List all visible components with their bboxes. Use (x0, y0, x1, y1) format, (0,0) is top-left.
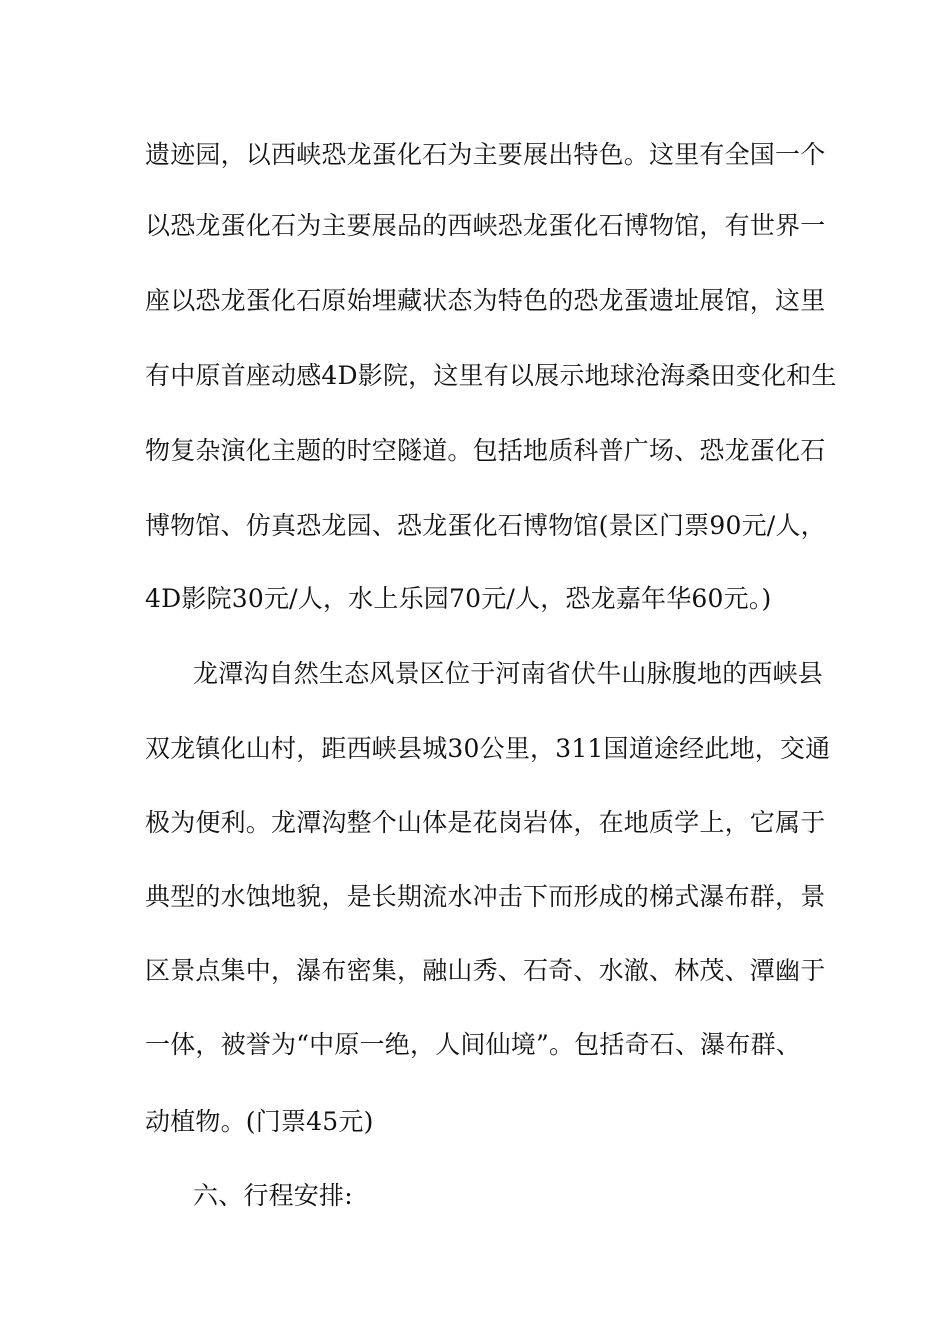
text-line-13: 一体，被誉为“中原一绝，人间仙境”。包括奇石、瀑布群、 (145, 1030, 801, 1059)
text-line-6: 博物馆、仿真恐龙园、恐龙蛋化石博物馆(景区门票90元/人， (145, 511, 826, 540)
paragraph-start-longtangou: 龙潭沟自然生态风景区位于河南省伏牛山脉腹地的西峡县 (193, 659, 824, 688)
text-line-4: 有中原首座动感4D影院，这里有以展示地球沧海桑田变化和生 (145, 361, 837, 390)
text-line-9: 双龙镇化山村，距西峡县城30公里，311国道途经此地，交通 (145, 734, 831, 763)
text-line-11: 典型的水蚀地貌，是长期流水冲击下而形成的梯式瀑布群，景 (145, 882, 826, 911)
text-line-3: 座以恐龙蛋化石原始埋藏状态为特色的恐龙蛋遗址展馆，这里 (145, 286, 826, 315)
text-line-12: 区景点集中，瀑布密集，融山秀、石奇、水澈、林茂、潭幽于 (145, 956, 826, 985)
section-heading-itinerary: 六、行程安排: (193, 1181, 353, 1210)
text-line-10: 极为便利。龙潭沟整个山体是花岗岩体，在地质学上，它属于 (145, 808, 826, 837)
text-line-2: 以恐龙蛋化石为主要展品的西峡恐龙蛋化石博物馆，有世界一 (145, 211, 826, 240)
text-line-7: 4D影院30元/人，水上乐园70元/人，恐龙嘉年华60元。) (145, 584, 772, 613)
text-line-1: 遗迹园，以西峡恐龙蛋化石为主要展出特色。这里有全国一个 (145, 140, 826, 169)
text-line-14: 动植物。(门票45元) (145, 1107, 374, 1136)
text-line-5: 物复杂演化主题的时空隧道。包括地质科普广场、恐龙蛋化石 (145, 436, 826, 465)
